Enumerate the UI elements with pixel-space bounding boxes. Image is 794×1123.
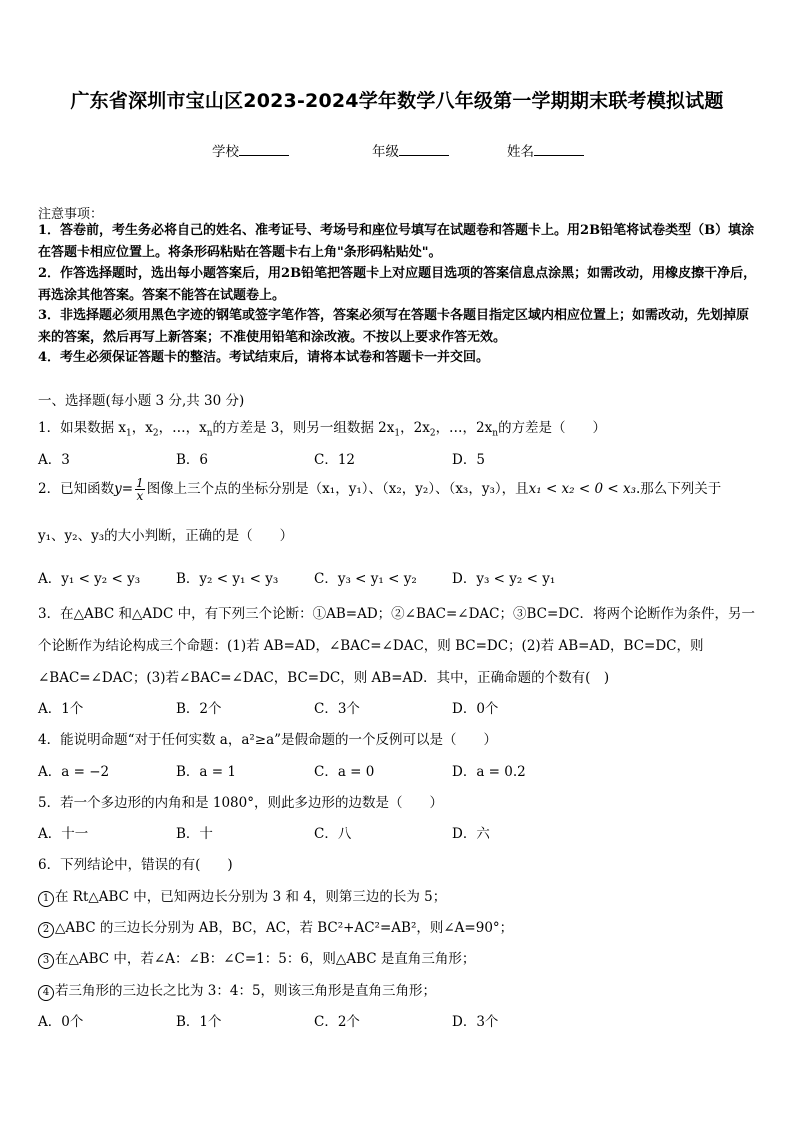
notes-heading: 注意事项：: [38, 207, 104, 222]
fraction-1-over-x: $\frac{1}{x}$: [136, 476, 144, 503]
q1-option-b: B．6: [176, 452, 209, 468]
circled-number: 4: [38, 985, 54, 1001]
q6-statement-3: 3 在△ABC 中，若∠A：∠B：∠C=1：5：6，则△ABC 是直角三角形；: [38, 947, 475, 969]
q5-option-b: B．十: [176, 826, 213, 842]
q2-option-b: B．y₂ < y₁ < y₃: [176, 571, 279, 587]
question-2-line-2: y₁、y₂、y₃的大小判断，正确的是（ ）: [38, 528, 294, 544]
q6-statement-2: 2 △ABC 的三边长分别为 AB，BC，AC，若 BC²+AC²=AB²，则∠A=90°；: [38, 916, 513, 938]
note-3: 3．非选择题必须用黑色字迹的钢笔或签字笔作答，答案必须写在答题卡各题目指定区域内相应位置上；如需改动，先划掉原来的答案，然后再写上新答案；不准使用铅笔和涂改液。不按以上要求作答无效。: [38, 308, 750, 345]
q4-option-d: D．a = 0.2: [452, 764, 526, 780]
question-4: 4．能说明命题“对于任何实数 a，a²≥a”是假命题的一个反例可以是（ ）: [38, 732, 498, 748]
q6-option-a: A．0个: [38, 1014, 84, 1030]
q2-option-a: A．y₁ < y₂ < y₃: [38, 571, 141, 587]
q6-option-b: B．1个: [176, 1014, 222, 1030]
note-1: 1．答卷前，考生务必将自己的姓名、准考证号、考场号和座位号填写在试题卷和答题卡上。用2B铅笔将试卷类型（B）填涂在答题卡相应位置上。将条形码粘贴在答题卡右上角"条形码粘贴处"。: [38, 223, 755, 260]
question-1: 1．如果数据 $x_1$，$x_2$，…，$x_n$的方差是 3，则另一组数据 $2x_1$，$2x_2$，…，$2x_n$的方差是（ ）: [38, 420, 607, 439]
circled-number: 1: [38, 891, 54, 907]
name-field: [507, 140, 584, 160]
q6-option-d: D．3个: [452, 1014, 499, 1030]
circled-number: 2: [38, 922, 54, 938]
q1-option-d: D．5: [452, 452, 485, 468]
q3-option-d: D．0个: [452, 701, 499, 717]
grade-blank: [399, 143, 449, 156]
note-4: 4．考生必须保证答题卡的整洁。考试结束后，请将本试卷和答题卡一并交回。: [38, 350, 490, 365]
exam-title: 广东省深圳市宝山区2023-2024学年数学八年级第一学期期末联考模拟试题: [70, 90, 724, 112]
section-heading: 一、选择题(每小题 3 分,共 30 分): [38, 393, 245, 409]
note-2: 2．作答选择题时，选出每小题答案后，用2B铅笔把答题卡上对应题目选项的答案信息点涂黑；如需改动，用橡皮擦干净后，再选涂其他答案。答案不能答在试题卷上。: [38, 266, 757, 303]
q1-option-c: C．12: [314, 452, 356, 468]
name-blank: [534, 143, 584, 156]
question-3-line-1: 3．在△ABC 和△ADC 中，有下列三个论断：①AB=AD；②∠BAC=∠DAC；③BC=DC．将两个论断作为条件，另一: [38, 606, 755, 622]
q1-option-a: A．3: [38, 452, 70, 468]
question-6: 6．下列结论中，错误的有( ): [38, 857, 233, 873]
grade-label: 年级: [372, 144, 399, 160]
question-3-line-2: 个论断作为结论构成三个命题：(1)若 AB=AD，∠BAC=∠DAC，则 BC=DC；(2)若 AB=AD，BC=DC，则: [38, 638, 704, 654]
question-2: 2．已知函数y= $\frac{1}{x}$ 图像上三个点的坐标分别是（x₁，y₁）、（x₂，y₂）、（x₃，y₃），且x₁ < x₂ < 0 < x₃.那么下列关于: [38, 476, 722, 503]
q4-option-c: C．a = 0: [314, 764, 375, 780]
q3-option-c: C．3个: [314, 701, 360, 717]
q4-option-a: A．a = −2: [38, 764, 110, 780]
q2-option-d: D．y₃ < y₂ < y₁: [452, 571, 556, 587]
q5-option-c: C．八: [314, 826, 352, 842]
q3-option-b: B．2个: [176, 701, 222, 717]
q5-option-d: D．六: [452, 826, 490, 842]
q3-option-a: A．1个: [38, 701, 84, 717]
name-label: 姓名: [507, 144, 534, 160]
school-field: [212, 140, 289, 160]
question-5: 5．若一个多边形的内角和是 1080°，则此多边形的边数是（ ）: [38, 795, 443, 811]
q6-option-c: C．2个: [314, 1014, 360, 1030]
grade-field: [372, 140, 449, 160]
q2-option-c: C．y₃ < y₁ < y₂: [314, 571, 417, 587]
circled-number: 3: [38, 953, 54, 969]
q6-statement-1: 1 在 Rt△ABC 中，已知两边长分别为 3 和 4，则第三边的长为 5；: [38, 885, 446, 907]
q5-option-a: A．十一: [38, 826, 89, 842]
school-label: 学校: [212, 144, 239, 160]
q6-statement-4: 4 若三角形的三边长之比为 3：4：5，则该三角形是直角三角形；: [38, 979, 436, 1001]
question-3-line-3: ∠BAC=∠DAC；(3)若∠BAC=∠DAC，BC=DC，则 AB=AD．其中，正确命题的个数有( ): [38, 670, 610, 686]
q4-option-b: B．a = 1: [176, 764, 236, 780]
school-blank: [239, 143, 289, 156]
